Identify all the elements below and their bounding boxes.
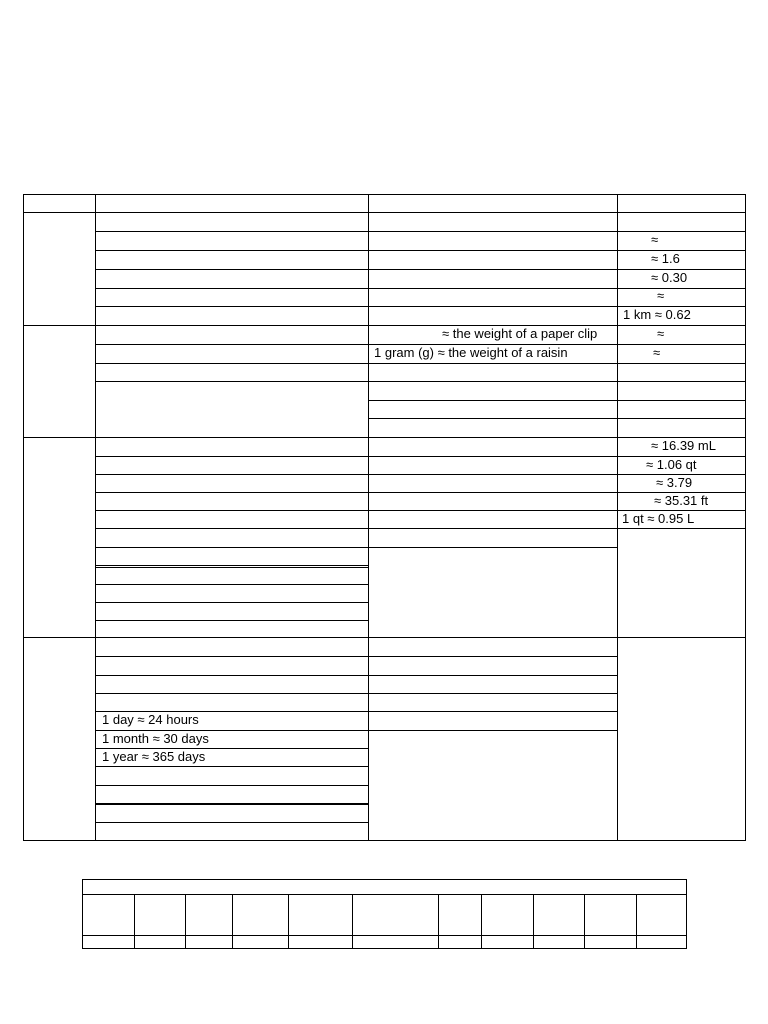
length-row (95, 250, 369, 270)
mass-benchmark-paper-clip: ≈ the weight of a paper clip (442, 326, 598, 341)
length-conversion-4: ≈ (657, 288, 665, 303)
grid-cell (134, 894, 186, 936)
volume-row (95, 528, 369, 548)
category-cell-volume (23, 437, 96, 638)
grid-cell (185, 894, 233, 936)
header-cell (23, 194, 96, 213)
volume-row (95, 456, 369, 475)
length-row (617, 231, 746, 251)
time-row (368, 675, 618, 694)
grid-cell (533, 894, 585, 936)
time-row (95, 675, 369, 694)
time-row (368, 637, 618, 657)
length-conversion-3: ≈ 0.30 (651, 270, 688, 285)
length-row (95, 306, 369, 326)
grid-cell (438, 894, 482, 936)
length-conversion-5: 1 km ≈ 0.62 (623, 307, 691, 322)
time-row (368, 656, 618, 676)
volume-conversion-1: ≈ 16.39 mL (651, 438, 716, 453)
length-row (368, 231, 618, 251)
mass-row (617, 418, 746, 438)
mass-row (617, 400, 746, 419)
mass-benchmark-raisin: 1 gram (g) ≈ the weight of a raisin (374, 345, 568, 360)
mass-conversion-2: ≈ (653, 345, 661, 360)
grid-cell (481, 894, 534, 936)
volume-row (95, 620, 369, 638)
grid-cell (636, 894, 687, 936)
time-day: 1 day ≈ 24 hours (102, 712, 199, 727)
volume-merged-cell (617, 528, 746, 638)
grid-cell (82, 894, 135, 936)
length-row (368, 269, 618, 289)
volume-row (368, 437, 618, 457)
time-year: 1 year ≈ 365 days (102, 749, 206, 764)
mass-row (617, 344, 746, 364)
grid-cell (232, 894, 289, 936)
time-row (95, 804, 369, 823)
length-row (368, 288, 618, 307)
mass-merged-cell (95, 381, 369, 438)
volume-row (368, 510, 618, 529)
grid-cell (584, 935, 637, 949)
mass-row (95, 344, 369, 364)
mass-row (617, 381, 746, 401)
mass-row (95, 325, 369, 345)
category-cell-time (23, 637, 96, 841)
grid-cell (584, 894, 637, 936)
header-cell (368, 194, 618, 213)
time-month: 1 month ≈ 30 days (102, 731, 209, 746)
volume-row (368, 492, 618, 511)
mass-row (368, 363, 618, 382)
length-conversion-1: ≈ (651, 232, 659, 247)
volume-row (95, 437, 369, 457)
mass-conversion-1: ≈ (657, 326, 665, 341)
volume-merged-cell (368, 547, 618, 638)
mass-row (617, 325, 746, 345)
grid-header-row (82, 879, 687, 895)
volume-row (95, 492, 369, 511)
volume-row (95, 602, 369, 621)
grid-cell (636, 935, 687, 949)
volume-row (368, 474, 618, 493)
time-row (95, 637, 369, 657)
category-cell-length (23, 212, 96, 326)
volume-row (368, 528, 618, 548)
time-merged-cell (368, 730, 618, 841)
mass-row (368, 418, 618, 438)
time-row (95, 656, 369, 676)
time-row (95, 785, 369, 804)
grid-cell (533, 935, 585, 949)
time-row (95, 766, 369, 786)
length-row (368, 250, 618, 270)
length-row (368, 212, 618, 232)
mass-row (368, 400, 618, 419)
mass-row (617, 363, 746, 382)
grid-cell (82, 935, 135, 949)
length-row (95, 288, 369, 307)
volume-row (95, 567, 369, 585)
volume-row (95, 584, 369, 603)
grid-cell (134, 935, 186, 949)
mass-row (95, 363, 369, 382)
length-row (95, 269, 369, 289)
volume-row (95, 510, 369, 529)
grid-cell (288, 894, 353, 936)
length-row (368, 306, 618, 326)
length-row (95, 231, 369, 251)
grid-cell (288, 935, 353, 949)
time-row (95, 693, 369, 712)
time-row (368, 711, 618, 731)
volume-row (95, 474, 369, 493)
grid-cell (481, 935, 534, 949)
grid-cell (232, 935, 289, 949)
volume-conversion-5: 1 qt ≈ 0.95 L (622, 511, 695, 526)
grid-cell (438, 935, 482, 949)
volume-conversion-3: ≈ 3.79 (656, 475, 693, 490)
header-cell (617, 194, 746, 213)
volume-conversion-2: ≈ 1.06 qt (646, 457, 697, 472)
length-row (617, 250, 746, 270)
length-row (617, 288, 746, 307)
grid-cell (185, 935, 233, 949)
grid-cell (352, 894, 439, 936)
length-conversion-2: ≈ 1.6 (651, 251, 680, 266)
volume-row (95, 547, 369, 566)
time-merged-cell (617, 637, 746, 841)
length-row (617, 212, 746, 232)
time-row (95, 822, 369, 841)
time-row (368, 693, 618, 712)
grid-cell (352, 935, 439, 949)
category-cell-mass (23, 325, 96, 438)
volume-row (368, 456, 618, 475)
length-row (95, 212, 369, 232)
header-cell (95, 194, 369, 213)
volume-conversion-4: ≈ 35.31 ft (654, 493, 709, 508)
mass-row (368, 381, 618, 401)
